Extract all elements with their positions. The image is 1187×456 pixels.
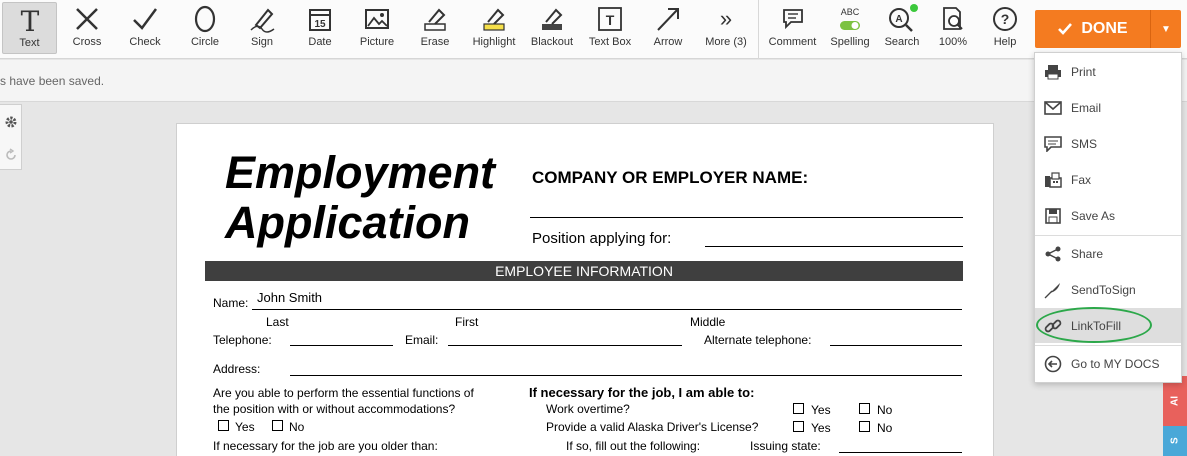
license-question: Provide a valid Alaska Driver's License? — [546, 420, 759, 434]
fax-icon — [1035, 172, 1071, 188]
sign-icon — [248, 2, 276, 36]
menu-item-sms[interactable] — [1035, 126, 1181, 161]
check-icon — [131, 2, 159, 36]
save-status: s have been saved. — [0, 74, 105, 88]
tool-cross[interactable] — [62, 2, 112, 54]
text-icon — [17, 3, 43, 37]
tool-label: Highlight — [472, 36, 516, 48]
essential-yes-checkbox[interactable] — [218, 420, 229, 431]
done-button[interactable] — [1035, 10, 1181, 48]
tool-search[interactable] — [879, 2, 925, 54]
side-tab-label: S — [1169, 437, 1181, 445]
tool-label: Spelling — [830, 36, 870, 48]
first-label: First — [455, 315, 479, 329]
cross-icon — [74, 2, 100, 36]
tool-label: More (3) — [705, 36, 747, 48]
arrow-icon — [654, 2, 682, 36]
zoom-icon — [939, 2, 967, 36]
license-yes-checkbox[interactable] — [793, 421, 804, 432]
menu-item-fax[interactable] — [1035, 162, 1181, 197]
tool-blackout[interactable] — [526, 2, 578, 54]
tool-comment[interactable] — [765, 2, 820, 54]
tool-label: 100% — [938, 36, 968, 48]
calendar-icon — [307, 2, 333, 36]
document-page — [176, 123, 994, 456]
tool-zoom[interactable] — [930, 2, 976, 54]
done-main-button[interactable] — [1035, 10, 1150, 48]
blackout-icon — [538, 2, 566, 36]
tool-sign[interactable] — [237, 2, 287, 54]
tool-check[interactable] — [120, 2, 170, 54]
issuing-state-label: Issuing state: — [750, 439, 821, 453]
company-label: COMPANY OR EMPLOYER NAME: — [532, 168, 809, 187]
status-bar — [0, 60, 1187, 102]
tool-textbox[interactable] — [584, 2, 636, 54]
tool-label: Blackout — [530, 36, 574, 48]
menu-item-print[interactable] — [1035, 54, 1181, 89]
caret-down-icon: ▼ — [1161, 23, 1171, 35]
essential-question-1: Are you able to perform the essential functions of — [213, 386, 474, 400]
yes-label: Yes — [811, 421, 831, 435]
share-icon — [1035, 246, 1071, 262]
comment-icon — [781, 2, 805, 36]
email-field[interactable] — [448, 345, 682, 346]
right-side-tabs — [1163, 376, 1187, 456]
menu-item-label: SendToSign — [1071, 282, 1136, 297]
tool-circle[interactable] — [180, 2, 230, 54]
name-value[interactable]: John Smith — [257, 290, 323, 305]
tool-label: Check — [129, 36, 161, 48]
tool-label: Arrow — [653, 36, 683, 48]
tool-label: Date — [308, 36, 332, 48]
telephone-label: Telephone: — [213, 333, 272, 347]
svg-text:?: ? — [1000, 11, 1010, 27]
help-icon — [991, 2, 1019, 36]
gear-icon[interactable] — [0, 105, 21, 138]
textbox-icon — [596, 2, 624, 36]
fill-following-label: If so, fill out the following: — [566, 439, 701, 453]
name-label: Name: — [213, 296, 249, 310]
alt-telephone-label: Alternate telephone: — [704, 333, 812, 347]
telephone-field[interactable] — [290, 345, 393, 346]
tool-highlight[interactable] — [468, 2, 520, 54]
menu-item-label: SMS — [1071, 136, 1098, 151]
position-field[interactable] — [705, 246, 963, 247]
svg-text:T: T — [605, 12, 615, 28]
menu-item-label: Email — [1071, 100, 1102, 115]
menu-item-share[interactable] — [1035, 236, 1181, 271]
name-field[interactable] — [252, 309, 962, 310]
side-tab-label: AI — [1169, 396, 1181, 406]
svg-text:A: A — [895, 14, 903, 25]
search-icon — [885, 2, 919, 36]
tool-erase[interactable] — [410, 2, 460, 54]
address-field[interactable] — [290, 375, 962, 376]
check-icon — [1057, 22, 1073, 36]
rotate-icon[interactable] — [0, 138, 21, 171]
more-icon: » — [719, 6, 733, 31]
feather-icon — [1035, 281, 1071, 299]
tool-label: Text Box — [588, 36, 632, 48]
menu-item-label: LinkToFill — [1071, 318, 1122, 333]
tool-arrow[interactable] — [643, 2, 693, 54]
menu-item-label: Share — [1071, 246, 1104, 261]
menu-item-label: Go to MY DOCS — [1071, 356, 1160, 371]
title-line-2: Application — [225, 197, 470, 248]
svg-text:15: 15 — [314, 19, 326, 30]
issuing-state-field[interactable] — [839, 452, 962, 453]
tool-more[interactable] — [700, 2, 752, 54]
no-label: No — [289, 420, 305, 434]
toolbar — [0, 0, 1187, 59]
done-label: DONE — [1081, 20, 1128, 37]
menu-item-sendtosign[interactable] — [1035, 272, 1181, 307]
tool-label: Comment — [768, 36, 817, 48]
picture-icon — [363, 2, 391, 36]
save-icon — [1035, 208, 1071, 224]
overtime-no-checkbox[interactable] — [859, 403, 870, 414]
menu-item-save-as[interactable] — [1035, 198, 1181, 233]
tool-help[interactable] — [982, 2, 1028, 54]
overtime-yes-checkbox[interactable] — [793, 403, 804, 414]
email-icon — [1035, 101, 1071, 115]
alt-telephone-field[interactable] — [830, 345, 962, 346]
tool-picture[interactable] — [352, 2, 402, 54]
tool-label: Text — [19, 37, 40, 49]
highlight-ring — [1036, 307, 1152, 343]
able-header: If necessary for the job, I am able to: — [529, 385, 755, 400]
tool-label: Search — [884, 36, 920, 48]
menu-item-label: Fax — [1071, 172, 1092, 187]
print-icon — [1035, 64, 1071, 80]
no-label: No — [877, 421, 893, 435]
company-field[interactable] — [530, 217, 963, 218]
menu-item-label: Save As — [1071, 208, 1116, 223]
done-dropdown-toggle[interactable] — [1150, 10, 1181, 48]
overtime-question: Work overtime? — [546, 402, 630, 416]
yes-label: Yes — [811, 403, 831, 417]
position-label: Position applying for: — [532, 230, 672, 247]
tool-label: Erase — [420, 36, 450, 48]
tool-label: Cross — [72, 36, 102, 48]
tool-label: Sign — [250, 36, 274, 48]
tool-label: Picture — [359, 36, 395, 48]
tool-label: Circle — [190, 36, 220, 48]
no-label: No — [877, 403, 893, 417]
older-question: If necessary for the job are you older than: — [213, 439, 438, 453]
highlight-icon — [480, 2, 508, 36]
section-header: EMPLOYEE INFORMATION — [205, 261, 963, 281]
tool-date[interactable] — [295, 2, 345, 54]
menu-item-my-docs[interactable] — [1035, 346, 1181, 381]
tool-text[interactable] — [2, 2, 57, 54]
menu-item-email[interactable] — [1035, 90, 1181, 125]
side-tab-blue[interactable] — [1163, 426, 1187, 456]
document-title — [225, 148, 495, 248]
spelling-icon — [833, 2, 867, 36]
tool-spelling[interactable] — [825, 2, 875, 54]
eraser-icon — [421, 2, 449, 36]
side-tab-red[interactable] — [1163, 376, 1187, 426]
address-label: Address: — [213, 362, 261, 376]
tool-label: Help — [993, 36, 1017, 48]
circle-icon — [192, 2, 218, 36]
svg-text:T: T — [20, 6, 39, 34]
menu-item-label: Print — [1071, 64, 1096, 79]
middle-label: Middle — [690, 315, 726, 329]
last-label: Last — [266, 315, 289, 329]
toolbar-divider — [758, 0, 759, 59]
email-label: Email: — [405, 333, 439, 347]
essential-question-2: the position with or without accommodations? — [213, 402, 456, 416]
essential-no-checkbox[interactable] — [272, 420, 283, 431]
svg-text:ABC: ABC — [840, 7, 860, 17]
back-icon — [1035, 355, 1071, 373]
sms-icon — [1035, 136, 1071, 152]
yes-label: Yes — [235, 420, 255, 434]
license-no-checkbox[interactable] — [859, 421, 870, 432]
side-toolbar — [0, 104, 22, 170]
title-line-1: Employment — [225, 147, 496, 198]
